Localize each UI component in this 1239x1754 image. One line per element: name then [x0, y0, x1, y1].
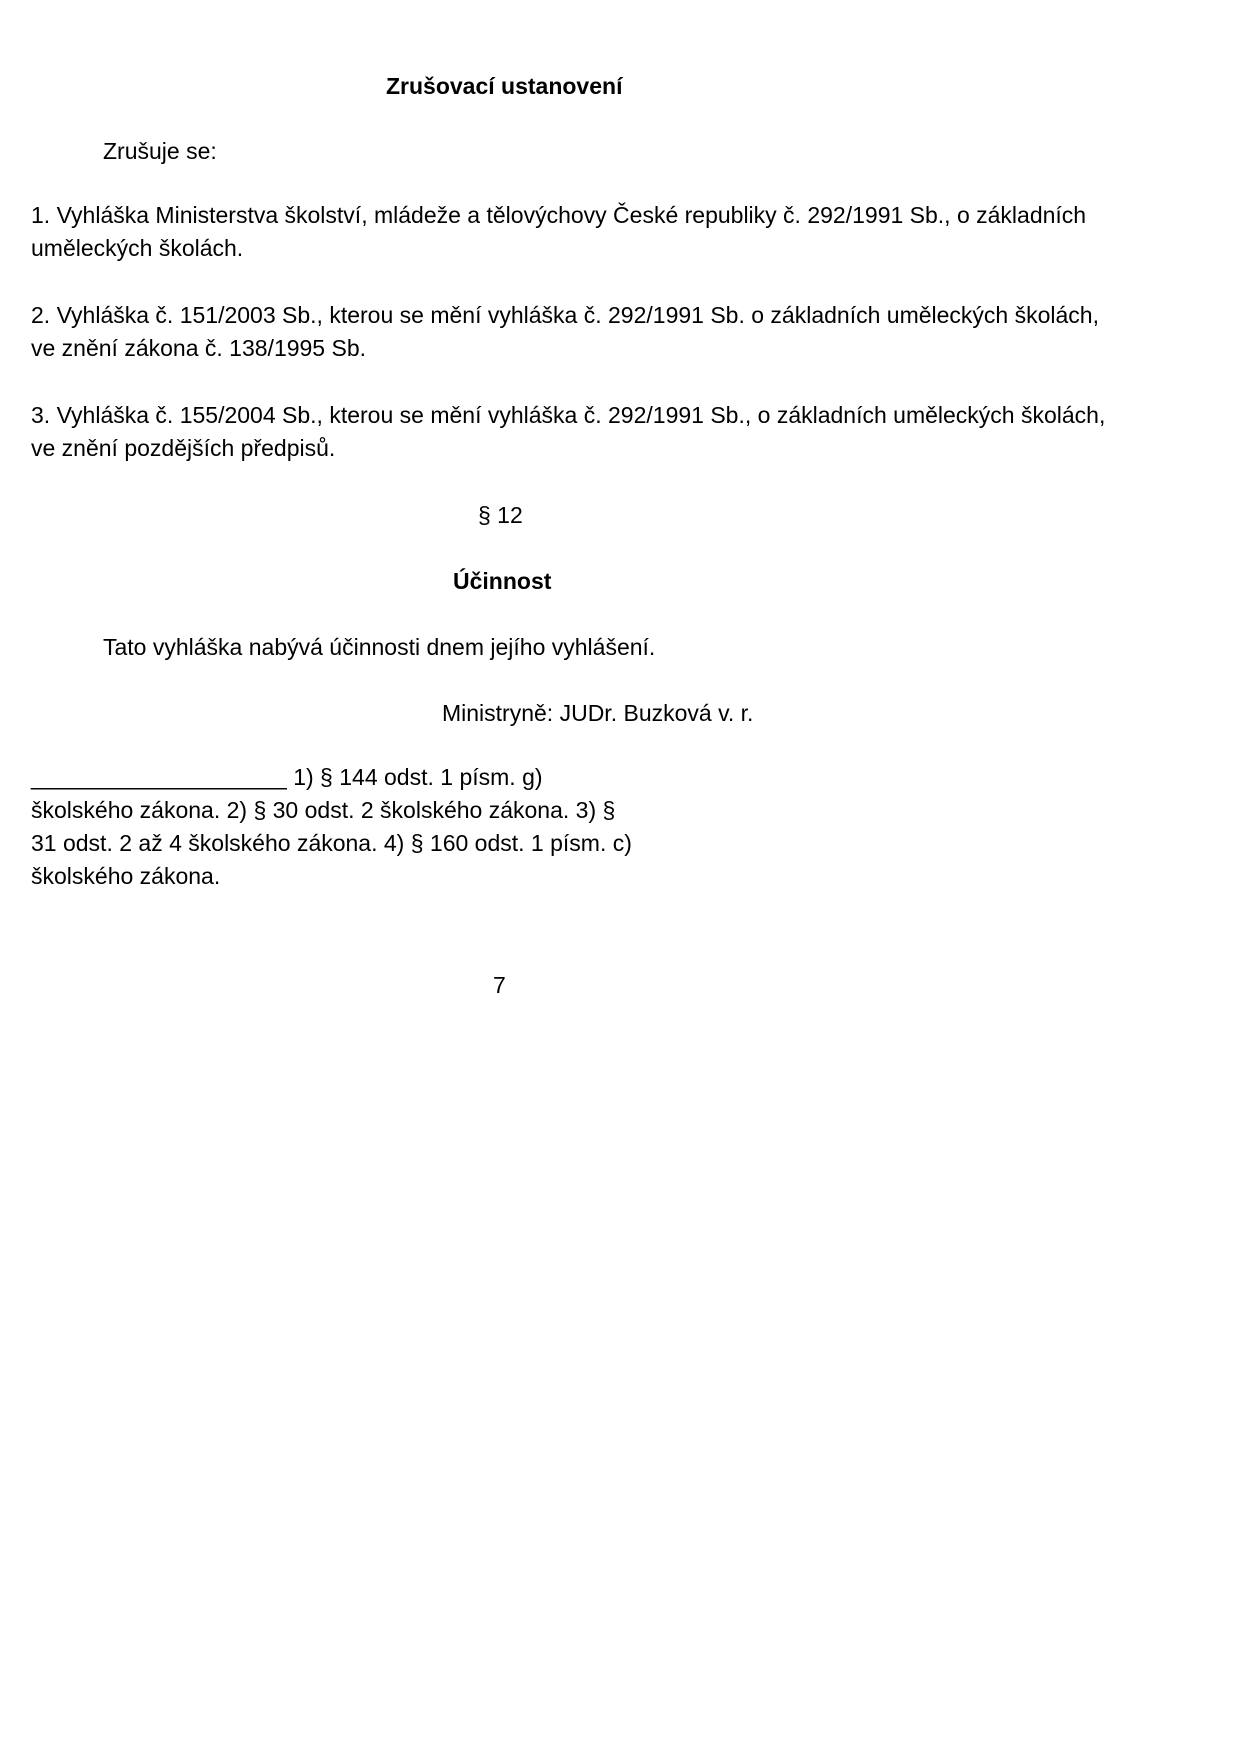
footnote-line-3: 31 odst. 2 až 4 školského zákona. 4) § 160 odst. 1 písm. c): [31, 830, 632, 856]
signature: Ministryně: JUDr. Buzková v. r.: [442, 700, 754, 726]
repeal-item-2: [31, 299, 1211, 365]
repeal-item-1-line2: uměleckých školách.: [31, 235, 244, 261]
repeal-item-3-line1: 3. Vyhláška č. 155/2004 Sb., kterou se mění vyhláška č. 292/1991 Sb., o základních uměleckých školách,: [31, 402, 1106, 428]
effect-text: Tato vyhláška nabývá účinnosti dnem jejího vyhlášení.: [103, 634, 656, 660]
footnote-line-2: školského zákona. 2) § 30 odst. 2 školského zákona. 3) §: [31, 797, 616, 823]
repeal-item-3-line2: ve znění pozdějších předpisů.: [31, 435, 336, 461]
repeal-item-2-line1: 2. Vyhláška č. 151/2003 Sb., kterou se mění vyhláška č. 292/1991 Sb. o základních uměleckých školách,: [31, 302, 1099, 328]
repeal-item-3: [31, 399, 1211, 465]
footnote-line-4: školského zákona.: [31, 863, 221, 889]
repeal-intro: Zrušuje se:: [103, 138, 217, 164]
section-number: § 12: [478, 502, 523, 528]
heading-effect: Účinnost: [453, 568, 552, 594]
footnotes: [31, 761, 1211, 893]
page-number: 7: [493, 972, 506, 998]
footnote-line-1: ____________________ 1) § 144 odst. 1 písm. g): [31, 764, 543, 790]
repeal-item-1: [31, 199, 1211, 265]
heading-repeal: Zrušovací ustanovení: [386, 73, 623, 99]
repeal-item-1-line1: 1. Vyhláška Ministerstva školství, mládeže a tělovýchovy České republiky č. 292/1991 Sb., o základních: [31, 202, 1087, 228]
repeal-item-2-line2: ve znění zákona č. 138/1995 Sb.: [31, 335, 367, 361]
